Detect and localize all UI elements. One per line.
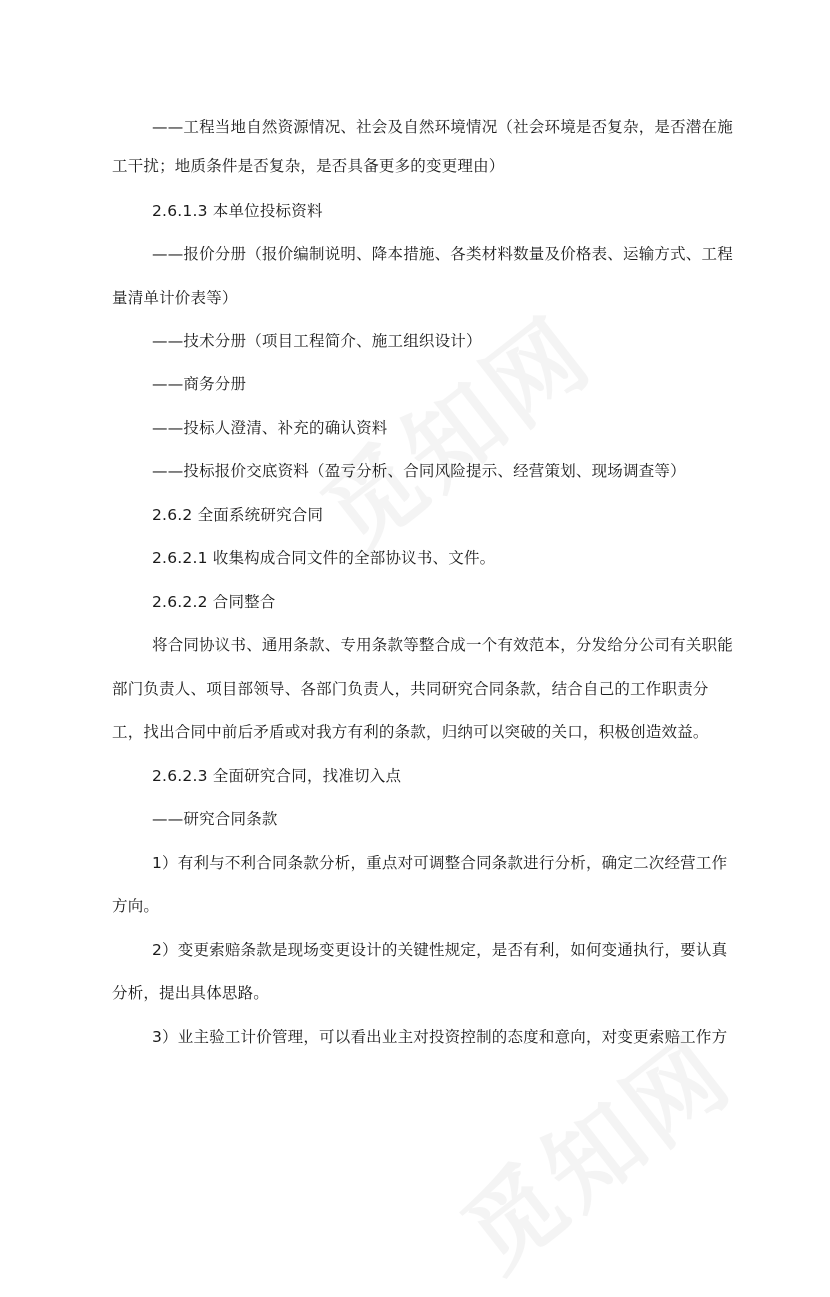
paragraph-line: 部门负责人、项目部领导、各部门负责人，共同研究合同条款，结合自己的工作职责分 — [112, 680, 709, 698]
paragraph-line: ——报价分册（报价编制说明、降本措施、各类材料数量及价格表、运输方式、工程 — [152, 245, 733, 263]
section-heading: 2.6.2 全面系统研究合同 — [152, 506, 324, 524]
paragraph-line: 工，找出合同中前后矛盾或对我方有利的条款，归纳可以突破的关口，积极创造效益。 — [112, 723, 709, 741]
section-heading: 2.6.2.1 收集构成合同文件的全部协议书、文件。 — [152, 549, 496, 567]
paragraph-line: 2）变更索赔条款是现场变更设计的关键性规定，是否有利，如何变通执行，要认真 — [152, 941, 728, 959]
paragraph-line: ——工程当地自然资源情况、社会及自然环境情况（社会环境是否复杂，是否潜在施 — [152, 118, 733, 136]
list-item: ——投标报价交底资料（盈亏分析、合同风险提示、经营策划、现场调查等） — [152, 462, 686, 480]
paragraph-line: 1）有利与不利合同条款分析，重点对可调整合同条款进行分析，确定二次经营工作 — [152, 854, 728, 872]
section-heading: 2.6.2.3 全面研究合同，找准切入点 — [152, 767, 402, 785]
list-item: ——研究合同条款 — [152, 810, 278, 828]
paragraph-line: 量清单计价表等） — [112, 289, 238, 307]
paragraph-line: 方向。 — [112, 897, 160, 915]
paragraph-line: 将合同协议书、通用条款、专用条款等整合成一个有效范本，分发给分公司有关职能 — [152, 636, 733, 654]
section-heading: 2.6.1.3 本单位投标资料 — [152, 202, 323, 220]
list-item: ——商务分册 — [152, 375, 247, 393]
list-item: ——投标人澄清、补充的确认资料 — [152, 419, 388, 437]
list-item: ——技术分册（项目工程简介、施工组织设计） — [152, 332, 482, 350]
paragraph-line: 分析，提出具体思路。 — [112, 984, 270, 1002]
section-heading: 2.6.2.2 合同整合 — [152, 593, 276, 611]
paragraph-line: 3）业主验工计价管理，可以看出业主对投资控制的态度和意向，对变更索赔工作方 — [152, 1028, 728, 1046]
paragraph-line: 工干扰；地质条件是否复杂，是否具备更多的变更理由） — [112, 157, 505, 175]
